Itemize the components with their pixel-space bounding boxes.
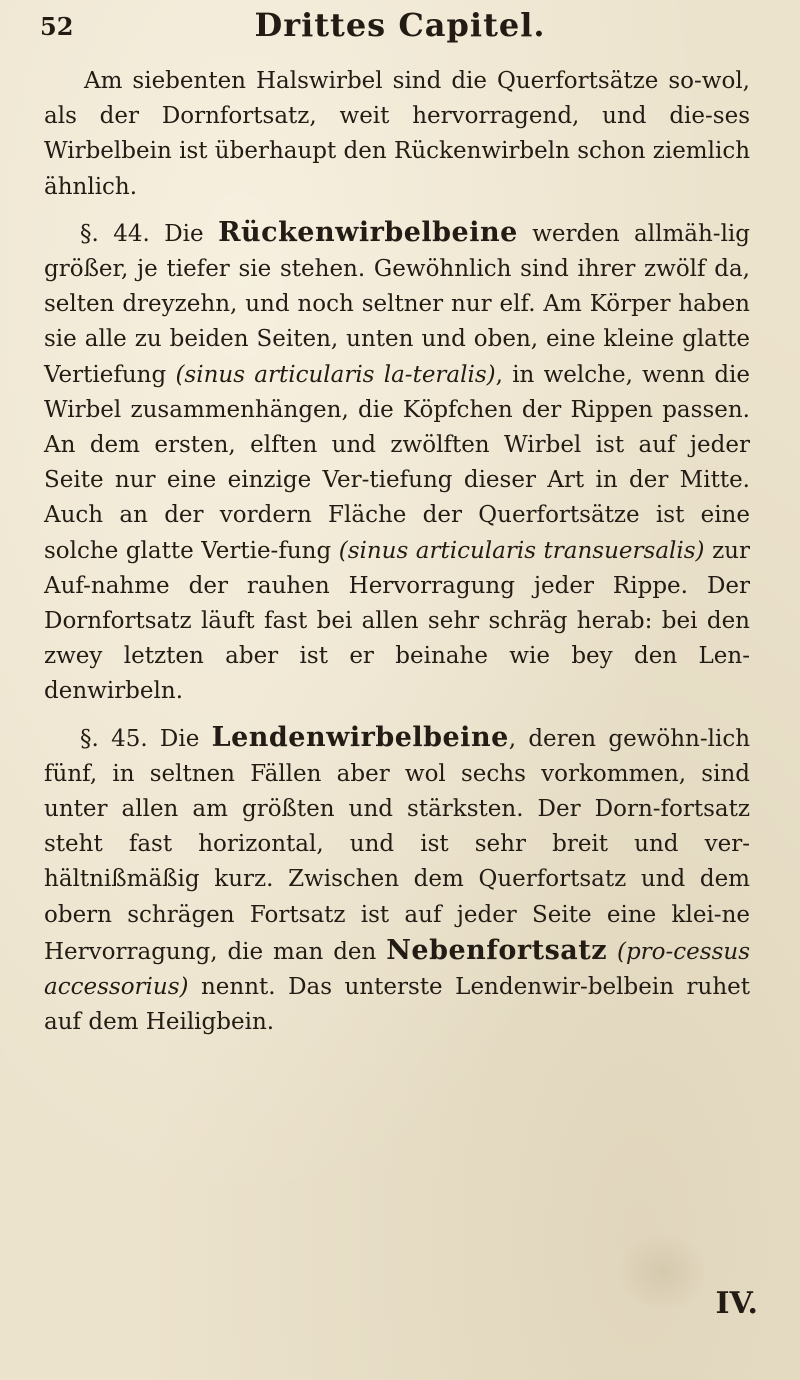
catchword: IV. xyxy=(715,1286,758,1321)
paragraph-text: zur Auf-nahme der rauhen Hervorragung jeder Rippe. Der Dornfortsatz läuft fast bei allen sehr schräg herab: bei den zwey letzten aber ist er beinahe wie bey den Len-denwirbeln. xyxy=(44,537,750,705)
term-heading: Rückenwirbelbeine xyxy=(218,216,518,248)
term-heading: Nebenfortsatz xyxy=(386,934,608,966)
latin-term: (sinus articularis la-teralis) xyxy=(175,361,496,388)
body-text xyxy=(44,64,750,1050)
latin-term: (sinus articularis transuersalis) xyxy=(338,537,705,564)
term-heading: Lendenwirbelbeine xyxy=(211,721,509,753)
page-header xyxy=(40,6,760,50)
paragraph-text: nennt. Das unterste Lendenwir-belbein ruhet auf dem Heiligbein. xyxy=(44,974,750,1036)
paragraph-text: , in welche, wenn die Wirbel zusammenhängen, die Köpfchen der Rippen passen. An dem ersten, elften und zwölften Wirbel ist auf jeder Seite nur eine einzige Ver-tiefung dieser Art in der Mitte. Auch an der vordern Fläche der Querfortsätze ist eine solche glatte Vertie-fung xyxy=(44,361,751,564)
latin-term: (pro-cessus accessorius) xyxy=(44,938,751,1001)
running-head: Drittes Capitel. xyxy=(254,6,546,44)
lead-word: Die xyxy=(159,725,200,752)
section-number: §. 44. xyxy=(80,220,150,247)
paragraph-cervical: Am siebenten Halswirbel sind die Querfortsätze so-wol, als der Dornfortsatz, weit hervorragend, und die-ses Wirbelbein ist überhaupt den Rückenwirbeln schon ziemlich ähnlich. xyxy=(44,68,751,200)
paragraph-section-45 xyxy=(44,720,750,1041)
paragraph-text: werden allmäh-lig größer, je tiefer sie stehen. Gewöhnlich sind ihrer zwölf da, selten dreyzehn, und noch seltner nur elf. Am Körper haben sie alle zu beiden Seiten, unten und oben, eine kleine glatte Vertiefung xyxy=(44,220,751,388)
paragraph-text: , deren gewöhn-lich fünf, in seltnen Fällen aber wol sechs vorkommen, sind unter allen am größten und stärksten. Der Dorn-fortsatz steht fast horizontal, und ist sehr breit und ver-hältnißmäßig kurz. Zwischen dem Querfortsatz und dem obern schrägen Fortsatz ist auf jeder Seite eine klei-ne Hervorragung, die man den xyxy=(44,725,751,965)
page-number: 52 xyxy=(40,12,74,41)
paper-stain xyxy=(618,1232,708,1312)
paragraph-section-44 xyxy=(44,215,750,710)
section-number: §. 45. xyxy=(80,725,148,752)
lead-word: Die xyxy=(164,220,204,247)
